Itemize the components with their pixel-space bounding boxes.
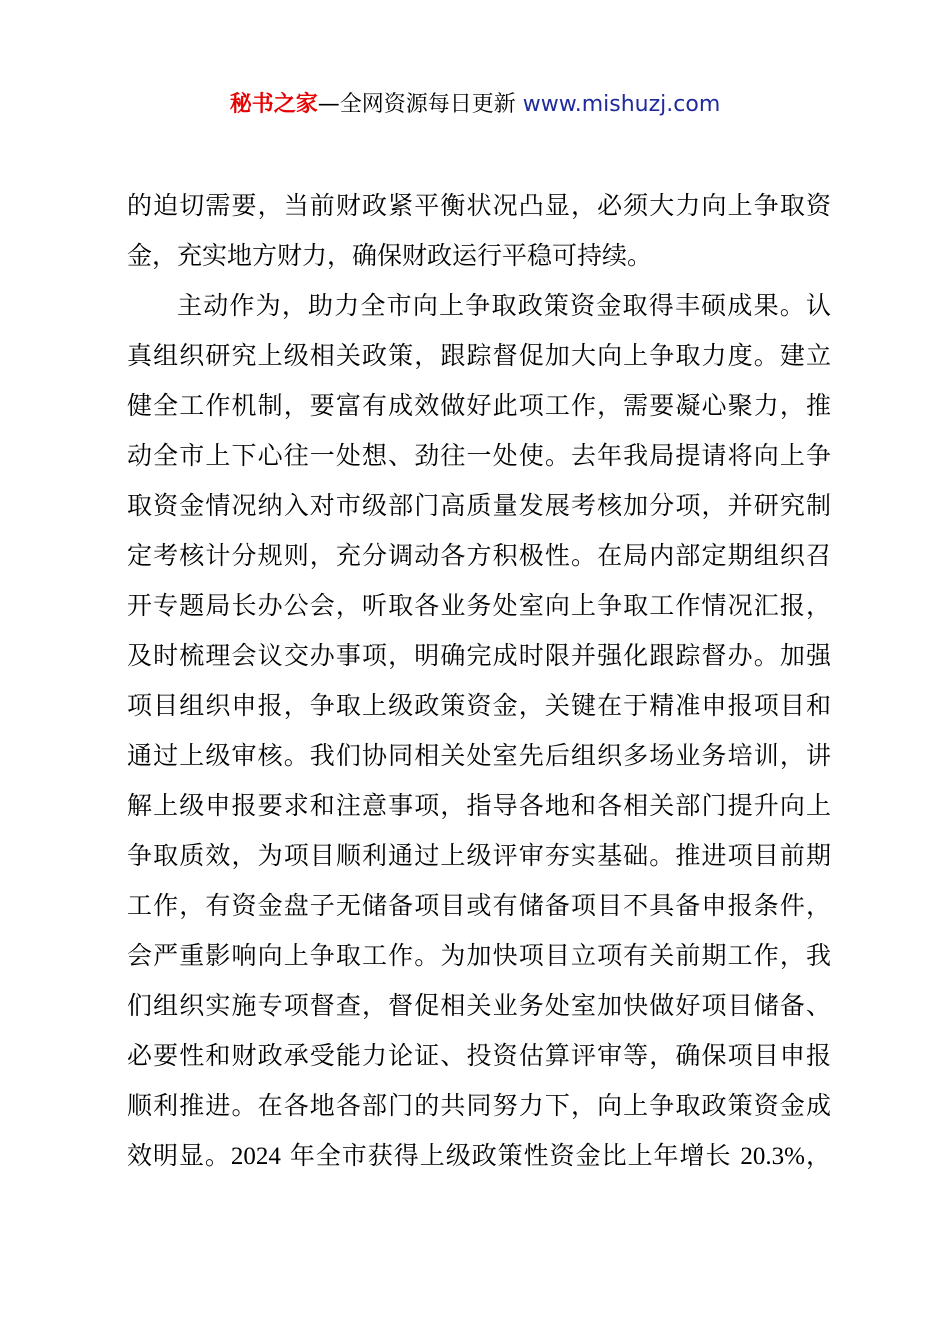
text-line-mixed: [127, 1131, 831, 1181]
text-line: 健全工作机制，要富有成效做好此项工作，需要凝心聚力，推: [127, 391, 831, 420]
text-line: 开专题局长办公会，听取各业务处室向上争取工作情况汇报，: [127, 591, 831, 620]
text-line: 金，充实地方财力，确保财政运行平稳可持续。: [127, 241, 653, 270]
text-line: 必要性和财政承受能力论证、投资估算评审等，确保项目申报: [127, 1041, 831, 1070]
text-line: 动全市上下心往一处想、劲往一处使。去年我局提请将向上争: [127, 441, 831, 470]
page-header: [0, 88, 950, 122]
document-body: [127, 181, 831, 1181]
header-slogan: —全网资源每日更新: [317, 92, 523, 117]
text-run: 效明显。: [127, 1141, 231, 1170]
paragraph-1: [127, 181, 831, 281]
year-number: 2024: [230, 1143, 281, 1170]
text-line: 们组织实施专项督查，督促相关业务处室加快做好项目储备、: [127, 991, 831, 1020]
brand-name: 秘书之家: [229, 92, 318, 117]
text-line: 项目组织申报，争取上级政策资金，关键在于精准申报项目和: [127, 691, 831, 720]
paragraph-2: [127, 281, 831, 1181]
text-line: 定考核计分规则，充分调动各方积极性。在局内部定期组织召: [127, 541, 831, 570]
growth-percent: 20.3%: [740, 1143, 805, 1170]
text-run: ，: [805, 1141, 831, 1170]
text-line: 顺利推进。在各地各部门的共同努力下，向上争取政策资金成: [127, 1091, 831, 1120]
text-line: 及时梳理会议交办事项，明确完成时限并强化跟踪督办。加强: [127, 641, 831, 670]
header-url-link[interactable]: www.mishuzj.com: [522, 92, 721, 117]
text-run: 年全市获得上级政策性资金比上年增长: [280, 1141, 741, 1170]
text-line: 会严重影响向上争取工作。为加快项目立项有关前期工作，我: [127, 941, 831, 970]
text-line: 取资金情况纳入对市级部门高质量发展考核加分项，并研究制: [127, 491, 831, 520]
text-line: 通过上级审核。我们协同相关处室先后组织多场业务培训，讲: [127, 741, 831, 770]
text-line: 主动作为，助力全市向上争取政策资金取得丰硕成果。认: [177, 291, 831, 320]
text-line: 争取质效，为项目顺利通过上级评审夯实基础。推进项目前期: [127, 841, 831, 870]
text-line: 的迫切需要，当前财政紧平衡状况凸显，必须大力向上争取资: [127, 191, 831, 220]
text-line: 工作，有资金盘子无储备项目或有储备项目不具备申报条件，: [127, 891, 831, 920]
text-line: 真组织研究上级相关政策，跟踪督促加大向上争取力度。建立: [127, 341, 831, 370]
text-line: 解上级申报要求和注意事项，指导各地和各相关部门提升向上: [127, 791, 831, 820]
